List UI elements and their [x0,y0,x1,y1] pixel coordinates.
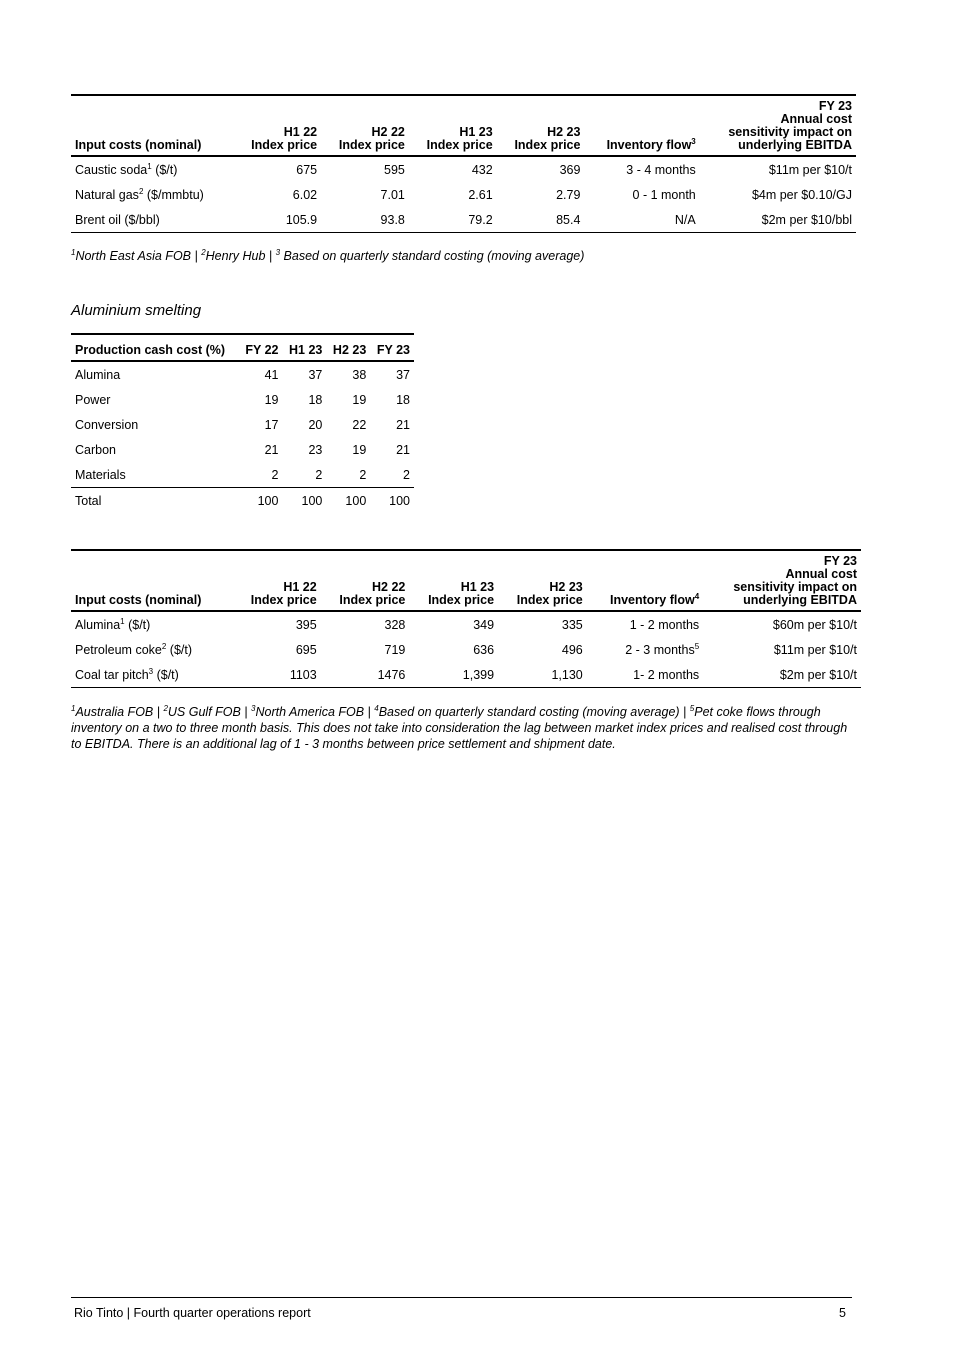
table-header-row [71,550,861,611]
table1-footnote: $^1$North East Asia FOB | $^2$Henry Hub | $^3$ Based on quarterly standard costing (moving average) [71,247,585,263]
table-header-row [71,334,414,361]
col-h2-23: H2 23 Index price [497,95,585,156]
col-h1-23: H1 23 [282,334,326,361]
col-h1-22: H1 22 Index price [232,550,321,611]
table-row: Power 19 18 19 18 [75,392,410,407]
section-title: Aluminium smelting [71,302,202,319]
page-number: 5 [839,1306,846,1320]
col-fy-23: FY 23 [370,334,414,361]
col-h2-23: H2 23 [326,334,370,361]
table-header-row [71,95,856,156]
table-row: Alumina$^1$ ($/t) 395 328 349 335 1 - 2 months $60m per $10/t [75,616,857,632]
col-input-costs: Input costs (nominal) [71,95,233,156]
table-row: Conversion 17 20 22 21 [75,417,410,432]
table-row: Natural gas$^2$ ($/mmbtu) 6.02 7.01 2.61 2.79 0 - 1 month $4m per $0.10/GJ [75,186,852,202]
production-cash-cost-table [71,333,414,513]
col-inventory-flow: Inventory flow$^3$ [584,95,699,156]
table3-footnote: $^1$Australia FOB | $^2$US Gulf FOB | $^3$North America FOB | $^4$Based on quarterly standard costing (moving average) | $^5$Pet coke flows through inventory on a two to three month basis. This does not take into consideration the lag between market index prices and realised cost through to EBITDA. There is an additional lag of 1 - 3 months between price settlement and shipment date. [71,703,848,751]
input-costs-table-alumina [71,94,856,233]
table-total-row: Total 100 100 100 100 [75,493,410,508]
col-h2-22: H2 22 Index price [321,550,410,611]
col-production-cash-cost: Production cash cost (%) [71,334,239,361]
table-row: Caustic soda$^1$ ($/t) 675 595 432 369 3 - 4 months $11m per $10/t [75,161,852,177]
footer-divider [71,1297,852,1298]
input-costs-table-aluminium [71,549,861,688]
col-input-costs: Input costs (nominal) [71,550,232,611]
table-row: Petroleum coke$^2$ ($/t) 695 719 636 496 2 - 3 months$^5$ $11m per $10/t [75,641,857,657]
col-inventory-flow: Inventory flow$^4$ [587,550,703,611]
col-h2-23: H2 23 Index price [498,550,587,611]
col-fy-22: FY 22 [239,334,283,361]
col-h1-23: H1 23 Index price [409,550,498,611]
table-row: Carbon 21 23 19 21 [75,442,410,457]
col-sensitivity: FY 23 Annual cost sensitivity impact on underlying EBITDA [703,550,861,611]
table-row: Alumina 41 37 38 37 [75,367,410,382]
table-row: Coal tar pitch$^3$ ($/t) 1103 1476 1,399 1,130 1- 2 months $2m per $10/t [71,662,861,688]
col-h1-23: H1 23 Index price [409,95,497,156]
col-h1-22: H1 22 Index price [233,95,321,156]
footer-text: Rio Tinto | Fourth quarter operations report [74,1306,311,1320]
table-row: Brent oil ($/bbl) 105.9 93.8 79.2 85.4 N/A $2m per $10/bbl [71,207,856,233]
table-row: Materials 2 2 2 2 [71,462,414,488]
col-sensitivity: FY 23 Annual cost sensitivity impact on underlying EBITDA [700,95,856,156]
col-h2-22: H2 22 Index price [321,95,409,156]
